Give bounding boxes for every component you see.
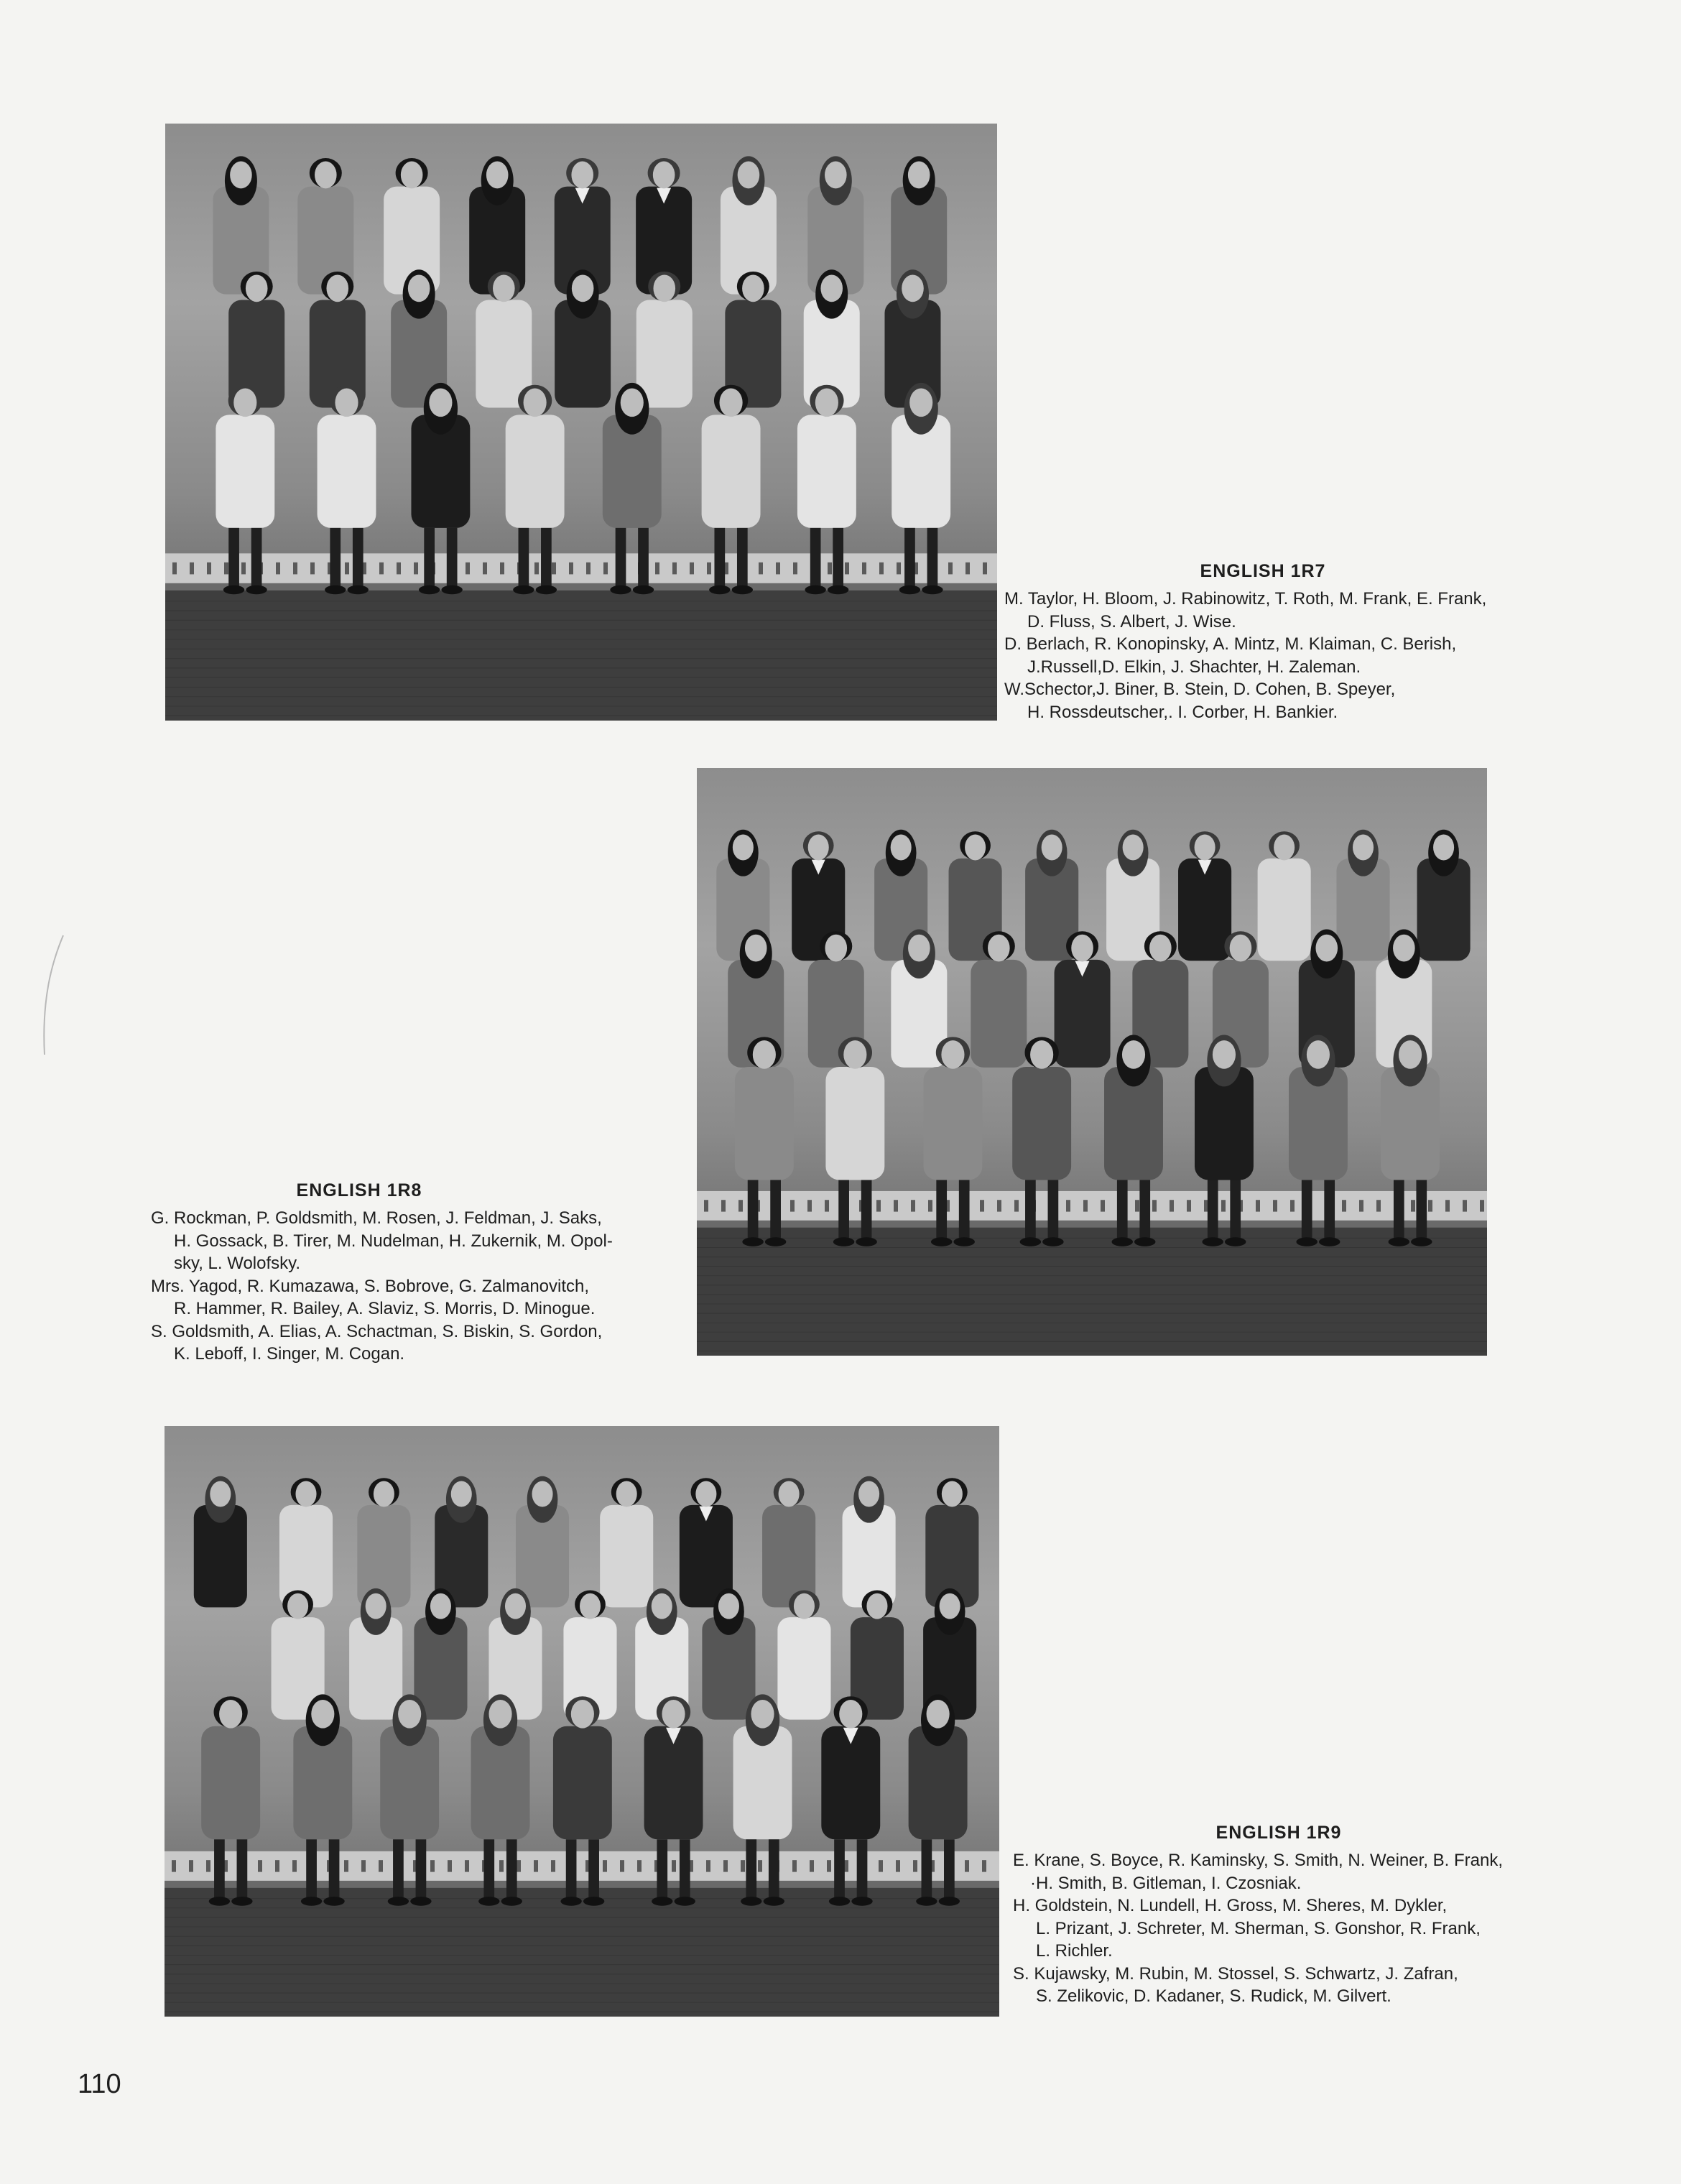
photo-figure [194, 1476, 247, 1608]
class-photo-1r8 [697, 768, 1487, 1356]
photo-figure [1258, 831, 1311, 961]
photo-figure [600, 1478, 653, 1607]
caption-1r7-line: M. Taylor, H. Bloom, J. Rabinowitz, T. Roth, M. Frank, E. Frank, [1004, 589, 1487, 609]
page-number: 110 [78, 2069, 121, 2099]
photo-figure [357, 1478, 410, 1607]
caption-1r8 [151, 1178, 654, 1366]
caption-1r9-line: H. Goldstein, N. Lundell, H. Gross, M. Sheres, M. Dykler, [1013, 1896, 1448, 1915]
caption-1r9-line: E. Krane, S. Boyce, R. Kaminsky, S. Smith, N. Weiner, B. Frank, [1013, 1851, 1504, 1870]
caption-1r8-line: sky, L. Wolofsky. [174, 1254, 301, 1273]
caption-1r7-line: W.Schector,J. Biner, B. Stein, D. Cohen, B. Speyer, [1004, 680, 1396, 699]
photo-figure [680, 1478, 733, 1607]
caption-1r8-line: R. Hammer, R. Bailey, A. Slaviz, S. Morris, D. Minogue. [174, 1299, 596, 1318]
class-photo-1r9 [165, 1426, 999, 2017]
photo-figure [435, 1476, 488, 1608]
caption-1r7-line: D. Fluss, S. Albert, J. Wise. [1027, 611, 1236, 631]
caption-1r7 [1004, 559, 1565, 723]
photo-figure [1336, 830, 1389, 961]
photo-figure [925, 1478, 978, 1607]
caption-1r8-line: S. Goldsmith, A. Elias, A. Schactman, S. Biskin, S. Gordon, [151, 1321, 603, 1341]
caption-1r7-line: H. Rossdeutscher,. I. Corber, H. Bankier. [1027, 702, 1338, 722]
photo-1r9-svg [165, 1426, 999, 2017]
photo-figure [843, 1476, 896, 1608]
caption-1r9-line: S. Kujawsky, M. Rubin, M. Stossel, S. Schwartz, J. Zafran, [1013, 1963, 1458, 1984]
caption-1r9-line: L. Prizant, J. Schreter, M. Sherman, S. Gonshor, R. Frank, [1036, 1918, 1481, 1938]
caption-1r9-line: L. Richler. [1036, 1941, 1113, 1961]
photo-figure [349, 1588, 402, 1720]
photo-figure [702, 1588, 755, 1720]
class-photo-1r7 [165, 124, 997, 721]
caption-1r7-line: D. Berlach, R. Konopinsky, A. Mintz, M. Klaiman, C. Berish, [1004, 634, 1457, 654]
caption-1r8-line: Mrs. Yagod, R. Kumazawa, S. Bobrove, G. Zalmanovitch, [151, 1276, 590, 1296]
photo-figure [279, 1478, 333, 1607]
photo-figure [762, 1478, 815, 1607]
margin-mark [37, 934, 66, 1056]
caption-1r7-line: J.Russell,D. Elkin, J. Shachter, H. Zaleman. [1027, 657, 1361, 677]
photo-figure [516, 1476, 569, 1608]
caption-1r9-title: ENGLISH 1R9 [1215, 1823, 1342, 1843]
caption-1r8-title: ENGLISH 1R8 [296, 1180, 422, 1200]
caption-1r7-title: ENGLISH 1R7 [1200, 561, 1326, 581]
photo-1r7-svg [165, 124, 997, 721]
caption-1r9-line: ·H. Smith, B. Gitleman, I. Czosniak. [1030, 1873, 1302, 1893]
photo-1r8-svg [697, 768, 1487, 1356]
caption-1r8-line: K. Leboff, I. Singer, M. Cogan. [174, 1344, 405, 1364]
caption-1r9 [1013, 1820, 1573, 2008]
photo-figure [1417, 830, 1471, 961]
caption-1r8-line: G. Rockman, P. Goldsmith, M. Rosen, J. Feldman, J. Saks, [151, 1208, 602, 1228]
photo-figure [1178, 831, 1231, 961]
photo-figure [777, 1590, 830, 1719]
caption-1r9-line: S. Zelikovic, D. Kadaner, S. Rudick, M. Gilvert. [1036, 1986, 1391, 2006]
photo-figure [414, 1588, 467, 1720]
caption-1r8-line: H. Gossack, B. Tirer, M. Nudelman, H. Zukernik, M. Opol- [174, 1231, 613, 1251]
